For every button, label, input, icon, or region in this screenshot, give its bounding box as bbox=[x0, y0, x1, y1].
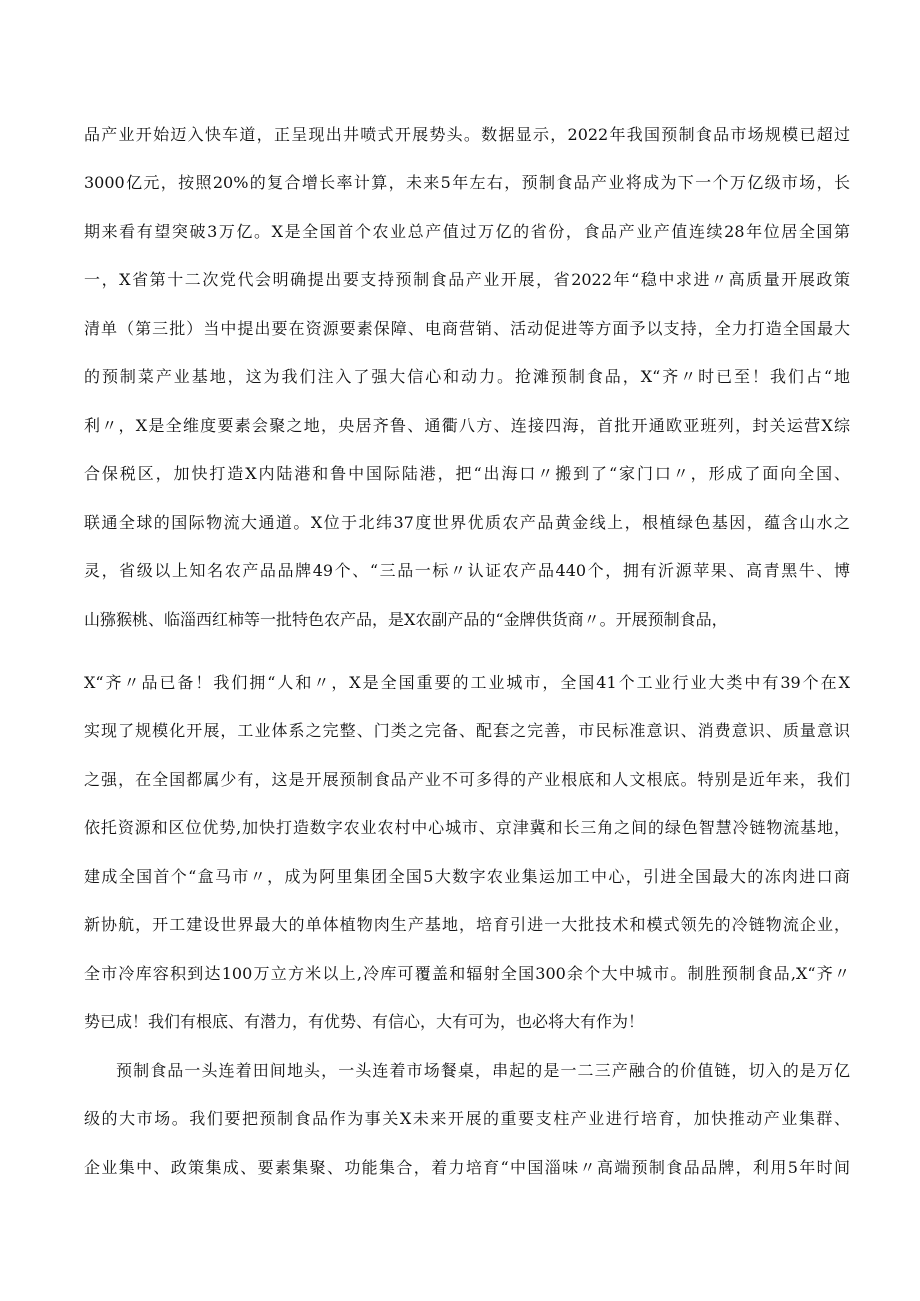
text-line: 势已成！我们有根底、有潜力，有优势、有信心，大有可为，也必将大有作为！ bbox=[84, 1012, 645, 1031]
text-line: 依托资源和区位优势,加快打造数字农业农村中心城市、京津冀和长三角之间的绿色智慧冷链物流基地， bbox=[84, 818, 850, 837]
text-line: 建成全国首个“盒马市〃，成为阿里集团全国5大数字农业集运加工中心，引进全国最大的冻肉进口商 bbox=[84, 867, 850, 886]
text-line: 全市冷库容积到达100万立方米以上,冷库可覆盖和辐射全国300余个大中城市。制胜预制食品,X“齐〃 bbox=[84, 964, 850, 983]
text-line: 新协航，开工建设世界最大的单体植物肉生产基地，培育引进一大批技术和模式领先的冷链物流企业， bbox=[84, 915, 850, 934]
text-line: 利〃，X是全维度要素会聚之地，央居齐鲁、通衢八方、连接四海，首批开通欧亚班列，封关运营X综 bbox=[84, 416, 850, 435]
text-line: X“齐〃品已备！我们拥“人和〃，X是全国重要的工业城市，全国41个工业行业大类中有39个在X bbox=[84, 673, 850, 692]
text-line: 之强，在全国都属少有，这是开展预制食品产业不可多得的产业根底和人文根底。特别是近年来，我们 bbox=[84, 770, 850, 789]
text-line: 实现了规模化开展，工业体系之完整、门类之完备、配套之完善，市民标准意识、消费意识、质量意识 bbox=[84, 721, 850, 740]
text-line: 3000亿元，按照20%的复合增长率计算，未来5年左右，预制食品产业将成为下一个万亿级市场，长 bbox=[84, 173, 850, 192]
text-line: 的预制菜产业基地，这为我们注入了强大信心和动力。抢滩预制食品，X“齐〃时已至！我们占“地 bbox=[84, 367, 850, 386]
text-line: 合保税区，加快打造X内陆港和鲁中国际陆港，把“出海口〃搬到了“家门口〃，形成了面向全国、 bbox=[84, 464, 850, 483]
text-line: 清单（第三批）当中提出要在资源要素保障、电商营销、活动促进等方面予以支持，全力打造全国最大 bbox=[84, 319, 850, 338]
text-line: 山猕猴桃、临淄西红柿等一批特色农产品，是X农副产品的“金牌供货商〃。开展预制食品， bbox=[84, 610, 728, 629]
text-line: 一，X省第十二次党代会明确提出要支持预制食品产业开展，省2022年“稳中求进〃高质量开展政策 bbox=[84, 270, 850, 289]
text-line: 企业集中、政策集成、要素集聚、功能集合，着力培育“中国淄味〃高端预制食品品牌，利用5年时间 bbox=[84, 1158, 850, 1177]
text-line: 联通全球的国际物流大通道。X位于北纬37度世界优质农产品黄金线上，根植绿色基因，蕴含山水之 bbox=[84, 513, 850, 532]
text-line: 期来看有望突破3万亿。X是全国首个农业总产值过万亿的省份，食品产业产值连续28年位居全国第 bbox=[84, 222, 850, 241]
text-line: 预制食品一头连着田间地头，一头连着市场餐桌，串起的是一二三产融合的价值链，切入的是万亿 bbox=[116, 1061, 850, 1080]
text-line: 灵，省级以上知名农产品品牌49个、“三品一标〃认证农产品440个，拥有沂源苹果、高青黑牛、博 bbox=[84, 561, 850, 580]
text-line: 品产业开始迈入快车道，正呈现出井喷式开展势头。数据显示，2022年我国预制食品市场规模已超过 bbox=[84, 125, 850, 144]
text-line: 级的大市场。我们要把预制食品作为事关X未来开展的重要支柱产业进行培育，加快推动产业集群、 bbox=[84, 1109, 850, 1128]
